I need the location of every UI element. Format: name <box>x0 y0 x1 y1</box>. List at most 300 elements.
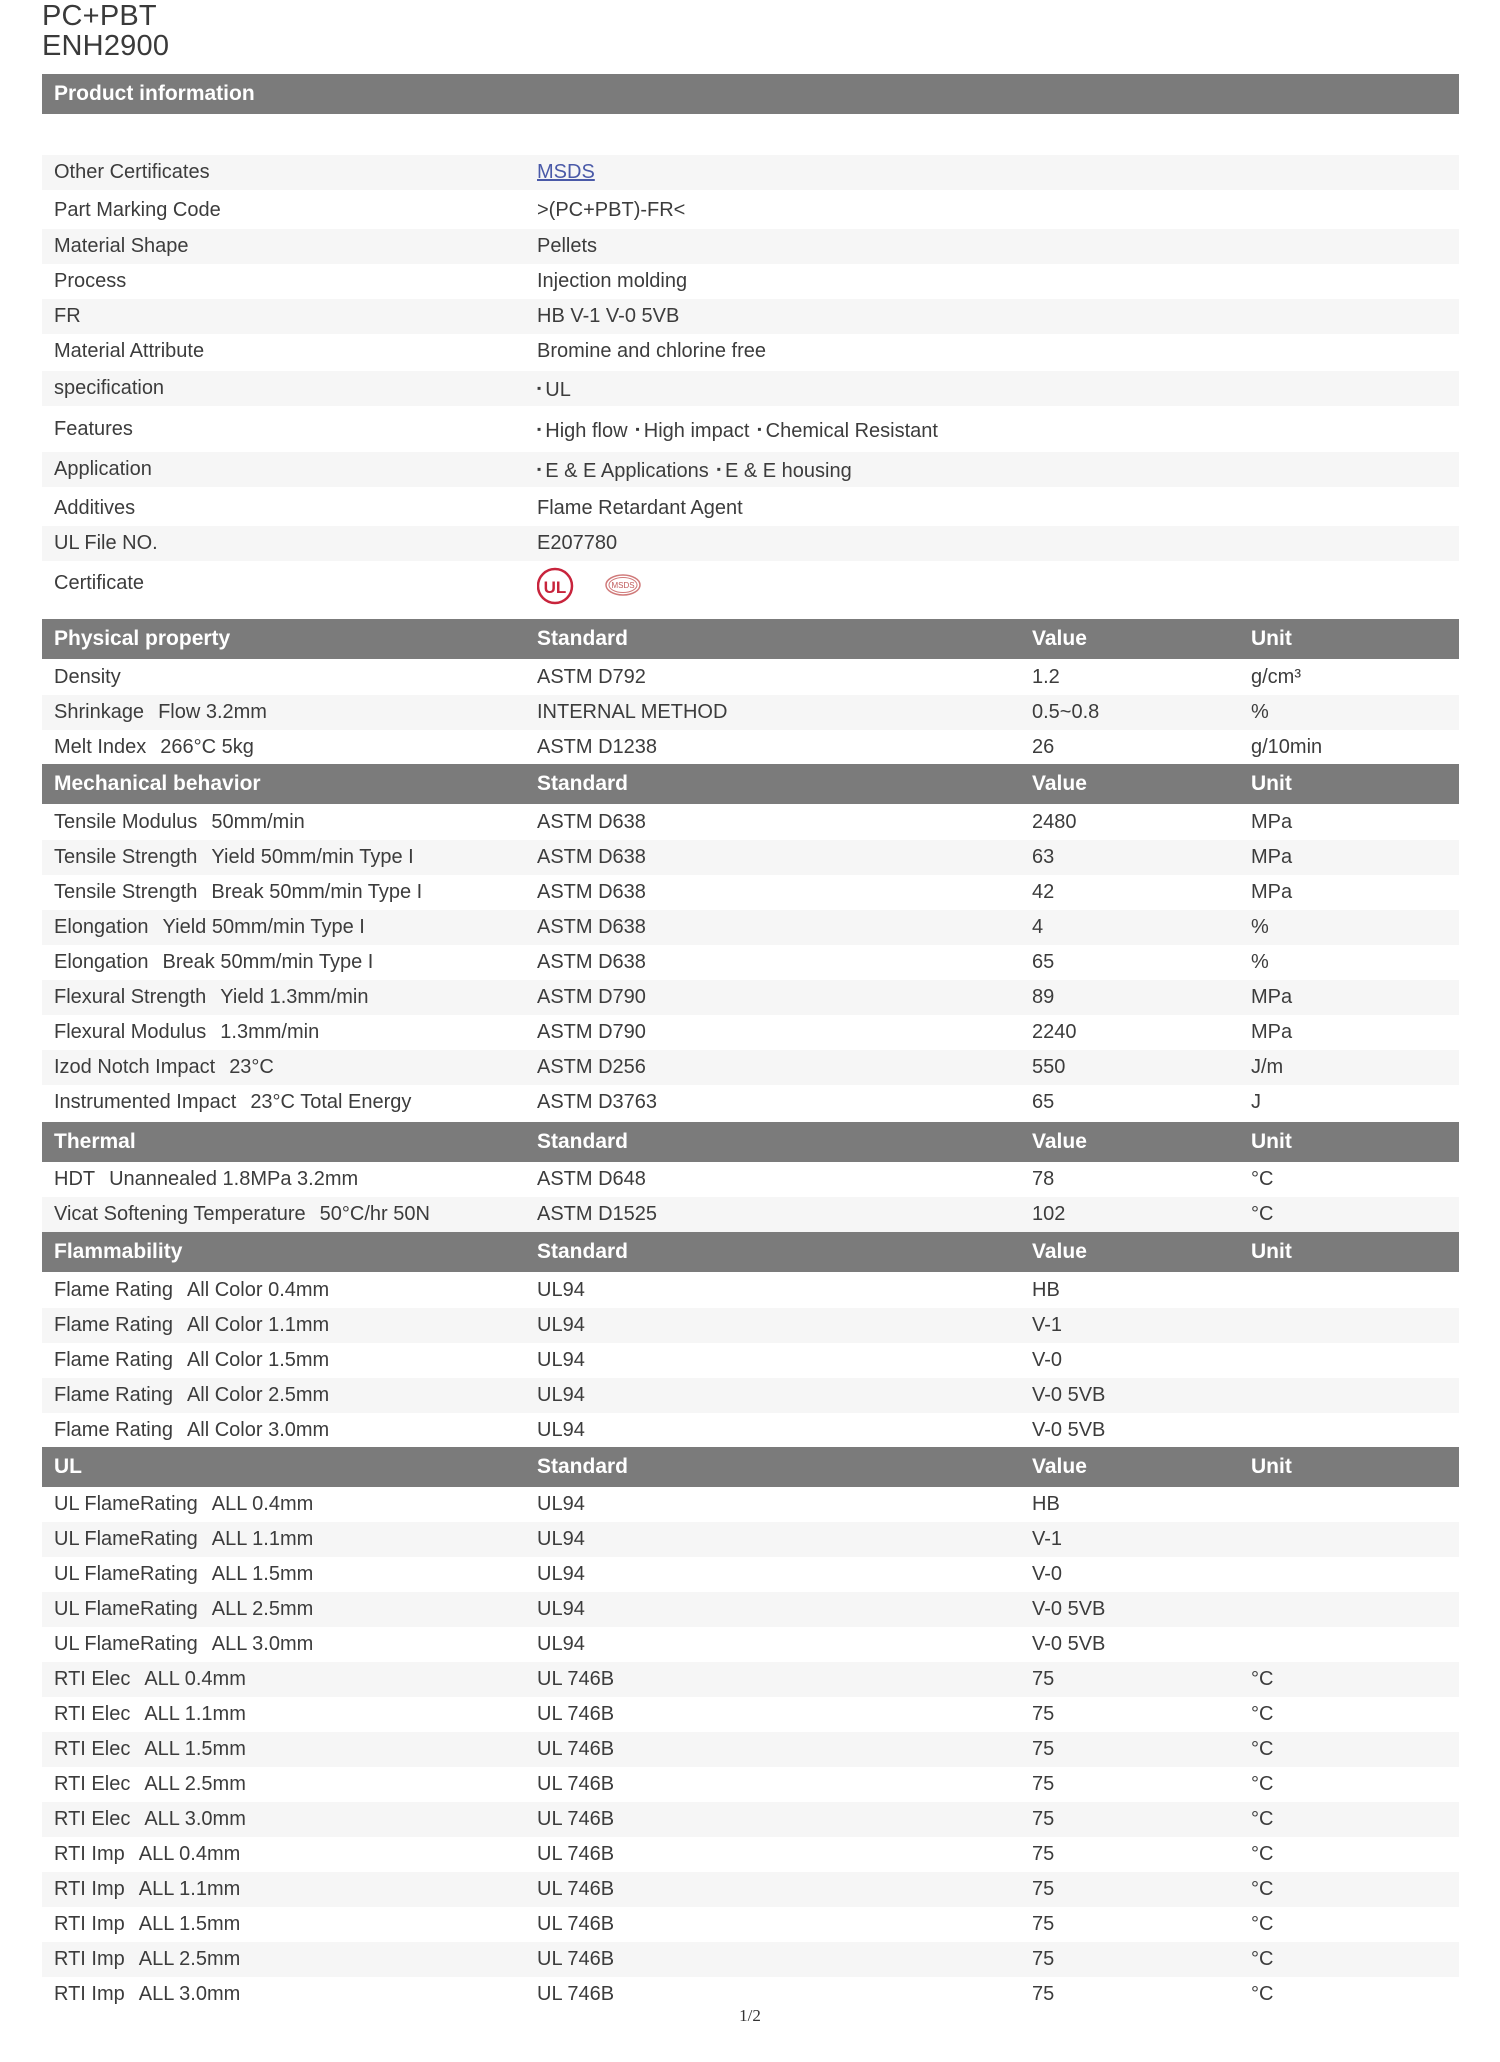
product-info-row <box>42 491 1459 526</box>
column-header-unit: Unit <box>1251 627 1292 650</box>
property-name <box>54 1767 246 1802</box>
property-label: Tensile Modulus <box>54 811 198 833</box>
info-list-item: E & E housing <box>724 460 852 482</box>
property-condition: ALL 3.0mm <box>144 1808 246 1830</box>
property-label: Flexural Modulus <box>54 1021 207 1043</box>
ul-logo-icon <box>538 569 572 603</box>
section-title: UL <box>54 1455 82 1478</box>
property-row <box>42 1802 1459 1837</box>
property-unit: % <box>1251 916 1269 938</box>
info-label: Additives <box>54 497 136 519</box>
property-standard: UL 746B <box>537 1668 615 1690</box>
product-information-header <box>42 74 1459 114</box>
property-name <box>54 875 422 910</box>
info-label: FR <box>54 305 81 327</box>
property-row <box>42 1162 1459 1197</box>
product-information-title: Product information <box>54 82 255 105</box>
property-value: 75 <box>1032 1703 1055 1725</box>
property-name <box>54 805 305 840</box>
property-value: 75 <box>1032 1668 1055 1690</box>
property-value: V-0 5VB <box>1032 1633 1106 1655</box>
property-value: 102 <box>1032 1203 1066 1225</box>
property-label: UL FlameRating <box>54 1598 198 1620</box>
property-unit: °C <box>1251 1168 1274 1190</box>
info-value: Flame Retardant Agent <box>537 497 743 519</box>
property-standard: ASTM D648 <box>537 1168 646 1190</box>
property-unit: g/cm³ <box>1251 666 1301 688</box>
property-standard: UL 746B <box>537 1878 615 1900</box>
info-value: Pellets <box>537 235 598 257</box>
property-row <box>42 1557 1459 1592</box>
section-header-flammability <box>42 1232 1459 1272</box>
property-label: Tensile Strength <box>54 846 198 868</box>
property-standard: ASTM D638 <box>537 811 646 833</box>
property-condition: 23°C <box>229 1056 274 1078</box>
property-name <box>54 1907 240 1942</box>
property-row <box>42 1767 1459 1802</box>
ul-logo-text: UL <box>543 578 567 597</box>
bullet-icon: ▪ <box>716 462 721 476</box>
column-header-standard: Standard <box>537 772 629 795</box>
property-row <box>42 1343 1459 1378</box>
property-condition: 50mm/min <box>211 811 305 833</box>
page-number: 1/2 <box>739 2006 761 2025</box>
property-standard: UL 746B <box>537 1843 615 1865</box>
section-title: Thermal <box>54 1130 136 1153</box>
bullet-icon: ▪ <box>537 381 542 395</box>
property-name <box>54 1872 240 1907</box>
property-value: HB <box>1032 1279 1060 1301</box>
msds-logo-icon <box>606 575 640 595</box>
info-label: UL File NO. <box>54 532 158 554</box>
property-condition: Break 50mm/min Type I <box>211 881 423 903</box>
product-family-title: PC+PBT <box>42 0 157 32</box>
property-value: 26 <box>1032 736 1055 758</box>
property-label: Shrinkage <box>54 701 145 723</box>
property-standard: ASTM D256 <box>537 1056 646 1078</box>
property-name <box>54 1378 329 1413</box>
property-standard: UL 746B <box>537 1738 615 1760</box>
info-value-list <box>537 412 938 449</box>
property-standard: UL94 <box>537 1384 585 1406</box>
column-header-standard: Standard <box>537 627 629 650</box>
property-row <box>42 1015 1459 1050</box>
product-info-row <box>42 193 1459 228</box>
property-label: UL FlameRating <box>54 1563 198 1585</box>
property-unit: °C <box>1251 1668 1274 1690</box>
property-name <box>54 1343 329 1378</box>
property-condition: All Color 1.5mm <box>186 1349 330 1371</box>
property-condition: Yield 1.3mm/min <box>220 986 369 1008</box>
property-name <box>54 1627 313 1662</box>
property-name <box>54 1942 240 1977</box>
property-standard: ASTM D1525 <box>537 1203 658 1225</box>
property-label: RTI Elec <box>54 1738 131 1760</box>
property-name <box>54 1015 319 1050</box>
section-header-physical-property <box>42 619 1459 659</box>
property-standard: UL94 <box>537 1528 585 1550</box>
property-condition: ALL 0.4mm <box>138 1843 241 1865</box>
info-label: Material Shape <box>54 235 189 257</box>
info-label: Features <box>54 418 133 440</box>
property-condition: ALL 1.5mm <box>138 1913 241 1935</box>
property-row <box>42 1308 1459 1343</box>
property-standard: UL94 <box>537 1493 585 1515</box>
property-standard: UL94 <box>537 1419 585 1441</box>
product-info-row <box>42 412 1459 447</box>
property-standard: UL94 <box>537 1279 585 1301</box>
property-name <box>54 695 267 730</box>
property-condition: ALL 1.5mm <box>144 1738 246 1760</box>
property-value: 63 <box>1032 846 1055 868</box>
property-standard: UL 746B <box>537 1913 615 1935</box>
property-name <box>54 660 121 695</box>
property-label: Melt Index <box>54 736 147 758</box>
property-standard: INTERNAL METHOD <box>537 701 728 723</box>
property-condition: 23°C Total Energy <box>250 1091 412 1113</box>
certificate-logos <box>537 566 657 601</box>
property-row <box>42 1592 1459 1627</box>
property-condition: ALL 1.5mm <box>211 1563 314 1585</box>
property-name <box>54 1732 246 1767</box>
info-list-item: Chemical Resistant <box>765 420 938 442</box>
property-condition: All Color 1.1mm <box>186 1314 330 1336</box>
msds-link[interactable]: MSDS <box>537 161 595 183</box>
property-value: V-0 5VB <box>1032 1384 1106 1406</box>
property-name <box>54 980 369 1015</box>
property-value: 75 <box>1032 1878 1055 1900</box>
property-unit: MPa <box>1251 1021 1293 1043</box>
property-name <box>54 1308 329 1343</box>
property-value: 75 <box>1032 1808 1055 1830</box>
cert-logos-svg <box>537 566 657 608</box>
property-standard: ASTM D638 <box>537 916 646 938</box>
product-info-row <box>42 452 1459 487</box>
property-value: 89 <box>1032 986 1055 1008</box>
property-name <box>54 730 254 765</box>
product-info-row <box>42 334 1459 369</box>
product-info-row <box>42 264 1459 299</box>
property-row <box>42 875 1459 910</box>
property-label: RTI Elec <box>54 1808 131 1830</box>
info-label: Certificate <box>54 572 145 594</box>
property-standard: UL94 <box>537 1598 585 1620</box>
property-value: 75 <box>1032 1983 1055 2005</box>
bullet-icon: ▪ <box>635 422 640 436</box>
property-value: 65 <box>1032 951 1055 973</box>
column-header-standard: Standard <box>537 1240 629 1263</box>
property-label: Elongation <box>54 916 149 938</box>
property-value: HB <box>1032 1493 1060 1515</box>
property-standard: UL 746B <box>537 1773 615 1795</box>
property-value: 75 <box>1032 1948 1055 1970</box>
property-unit: °C <box>1251 1948 1274 1970</box>
property-label: Flexural Strength <box>54 986 207 1008</box>
property-unit: °C <box>1251 1878 1274 1900</box>
property-condition: ALL 0.4mm <box>211 1493 314 1515</box>
property-value: V-1 <box>1032 1528 1063 1550</box>
property-row <box>42 945 1459 980</box>
info-label: Application <box>54 458 152 480</box>
product-info-row <box>42 566 1459 601</box>
property-unit: J/m <box>1251 1056 1284 1078</box>
property-row <box>42 730 1459 765</box>
property-row <box>42 1273 1459 1308</box>
property-row <box>42 805 1459 840</box>
property-label: Instrumented Impact <box>54 1091 237 1113</box>
column-header-standard: Standard <box>537 1455 629 1478</box>
product-info-row <box>42 371 1459 406</box>
property-condition: ALL 1.1mm <box>144 1703 246 1725</box>
property-condition: All Color 0.4mm <box>186 1279 330 1301</box>
property-standard: ASTM D790 <box>537 1021 646 1043</box>
property-row <box>42 695 1459 730</box>
property-condition: ALL 2.5mm <box>138 1948 241 1970</box>
column-header-standard: Standard <box>537 1130 629 1153</box>
property-value: 2480 <box>1032 811 1077 833</box>
property-condition: ALL 0.4mm <box>144 1668 246 1690</box>
column-header-value: Value <box>1032 1455 1087 1478</box>
property-row <box>42 1872 1459 1907</box>
property-row <box>42 1627 1459 1662</box>
property-unit: °C <box>1251 1773 1274 1795</box>
property-name <box>54 1662 246 1697</box>
column-header-value: Value <box>1032 772 1087 795</box>
property-label: RTI Elec <box>54 1773 131 1795</box>
property-row <box>42 1487 1459 1522</box>
property-standard: ASTM D638 <box>537 951 646 973</box>
property-value: 550 <box>1032 1056 1066 1078</box>
product-info-row <box>42 155 1459 190</box>
property-value: V-0 <box>1032 1563 1063 1585</box>
column-header-unit: Unit <box>1251 1455 1292 1478</box>
property-condition: ALL 1.1mm <box>211 1528 314 1550</box>
property-unit: MPa <box>1251 881 1293 903</box>
property-label: Flame Rating <box>54 1314 173 1336</box>
info-list-item: UL <box>545 379 571 401</box>
property-condition: Flow 3.2mm <box>158 701 267 723</box>
property-row <box>42 1413 1459 1448</box>
property-condition: ALL 3.0mm <box>211 1633 314 1655</box>
property-name <box>54 1413 329 1448</box>
property-label: Flame Rating <box>54 1349 173 1371</box>
property-value: 78 <box>1032 1168 1055 1190</box>
property-value: 75 <box>1032 1738 1055 1760</box>
property-value: V-0 <box>1032 1349 1063 1371</box>
property-value: 75 <box>1032 1913 1055 1935</box>
info-value: >(PC+PBT)-FR< <box>537 199 686 221</box>
property-value: V-1 <box>1032 1314 1063 1336</box>
property-row <box>42 1522 1459 1557</box>
property-label: Density <box>54 666 121 688</box>
property-row <box>42 1907 1459 1942</box>
property-unit: % <box>1251 701 1269 723</box>
property-label: RTI Imp <box>54 1983 125 2005</box>
property-name <box>54 1697 246 1732</box>
property-condition: 266°C 5kg <box>160 736 254 758</box>
product-info-row <box>42 526 1459 561</box>
property-label: Flame Rating <box>54 1384 173 1406</box>
info-label: Material Attribute <box>54 340 205 362</box>
property-name <box>54 1837 240 1872</box>
property-row <box>42 1378 1459 1413</box>
bullet-icon: ▪ <box>537 462 542 476</box>
property-standard: UL94 <box>537 1349 585 1371</box>
info-value: HB V-1 V-0 5VB <box>537 305 680 327</box>
property-row <box>42 1197 1459 1232</box>
property-standard: ASTM D1238 <box>537 736 658 758</box>
bullet-icon: ▪ <box>537 422 542 436</box>
property-name <box>54 1522 313 1557</box>
property-name <box>54 945 373 980</box>
property-row <box>42 1837 1459 1872</box>
property-label: RTI Elec <box>54 1668 131 1690</box>
property-standard: UL 746B <box>537 1983 615 2005</box>
property-value: V-0 5VB <box>1032 1419 1106 1441</box>
property-unit: °C <box>1251 1983 1274 2005</box>
info-label: specification <box>54 377 165 399</box>
property-name <box>54 1273 329 1308</box>
property-unit: % <box>1251 951 1269 973</box>
property-row <box>42 1697 1459 1732</box>
section-header-thermal <box>42 1122 1459 1162</box>
property-label: HDT <box>54 1168 96 1190</box>
info-value: Injection molding <box>537 270 688 292</box>
property-row <box>42 1050 1459 1085</box>
property-unit: °C <box>1251 1203 1274 1225</box>
property-condition: Yield 50mm/min Type I <box>162 916 365 938</box>
property-standard: UL94 <box>537 1563 585 1585</box>
product-info-row <box>42 229 1459 264</box>
property-unit: °C <box>1251 1808 1274 1830</box>
property-unit: °C <box>1251 1703 1274 1725</box>
property-value: 75 <box>1032 1773 1055 1795</box>
property-standard: ASTM D790 <box>537 986 646 1008</box>
property-value: 2240 <box>1032 1021 1077 1043</box>
property-label: Elongation <box>54 951 149 973</box>
property-standard: UL 746B <box>537 1703 615 1725</box>
info-list-item: High impact <box>643 420 750 442</box>
column-header-value: Value <box>1032 1130 1087 1153</box>
property-label: RTI Imp <box>54 1913 125 1935</box>
property-unit: °C <box>1251 1913 1274 1935</box>
property-standard: ASTM D638 <box>537 846 646 868</box>
product-grade-title: ENH2900 <box>42 30 170 62</box>
section-header-ul <box>42 1447 1459 1487</box>
property-label: UL FlameRating <box>54 1528 198 1550</box>
property-name <box>54 1592 313 1627</box>
property-unit: °C <box>1251 1738 1274 1760</box>
property-row <box>42 1942 1459 1977</box>
section-title: Physical property <box>54 627 231 650</box>
property-condition: Yield 50mm/min Type I <box>211 846 414 868</box>
property-row <box>42 910 1459 945</box>
msds-logo-text: MSDS <box>611 581 635 590</box>
section-header-mechanical-behavior <box>42 764 1459 804</box>
property-name <box>54 1050 274 1085</box>
property-condition: 1.3mm/min <box>220 1021 320 1043</box>
property-row <box>42 1662 1459 1697</box>
property-name <box>54 1162 358 1197</box>
property-standard: ASTM D792 <box>537 666 646 688</box>
property-unit: MPa <box>1251 986 1293 1008</box>
property-label: UL FlameRating <box>54 1493 198 1515</box>
property-unit: °C <box>1251 1843 1274 1865</box>
product-info-row <box>42 299 1459 334</box>
property-label: RTI Elec <box>54 1703 131 1725</box>
property-unit: MPa <box>1251 811 1293 833</box>
info-value: E207780 <box>537 532 618 554</box>
info-label: Process <box>54 270 127 292</box>
column-header-value: Value <box>1032 627 1087 650</box>
bullet-icon: ▪ <box>757 422 762 436</box>
property-standard: ASTM D638 <box>537 881 646 903</box>
property-condition: Unannealed 1.8MPa 3.2mm <box>109 1168 359 1190</box>
property-name <box>54 1197 430 1232</box>
property-label: Flame Rating <box>54 1279 173 1301</box>
property-label: RTI Imp <box>54 1948 125 1970</box>
property-unit: J <box>1251 1091 1261 1113</box>
property-standard: UL94 <box>537 1633 585 1655</box>
column-header-unit: Unit <box>1251 1240 1292 1263</box>
column-header-unit: Unit <box>1251 1130 1292 1153</box>
property-condition: All Color 3.0mm <box>186 1419 330 1441</box>
property-value: 1.2 <box>1032 666 1060 688</box>
property-row <box>42 660 1459 695</box>
column-header-unit: Unit <box>1251 772 1292 795</box>
property-condition: Break 50mm/min Type I <box>162 951 374 973</box>
property-standard: UL 746B <box>537 1808 615 1830</box>
info-label: Part Marking Code <box>54 199 221 221</box>
property-standard: UL94 <box>537 1314 585 1336</box>
property-condition: All Color 2.5mm <box>186 1384 330 1406</box>
property-condition: ALL 1.1mm <box>138 1878 241 1900</box>
property-name <box>54 840 414 875</box>
property-name <box>54 910 365 945</box>
property-value: V-0 5VB <box>1032 1598 1106 1620</box>
section-title: Mechanical behavior <box>54 772 261 795</box>
property-condition: ALL 3.0mm <box>138 1983 241 2005</box>
property-label: Flame Rating <box>54 1419 173 1441</box>
property-value: 65 <box>1032 1091 1055 1113</box>
property-label: RTI Imp <box>54 1843 125 1865</box>
section-title: Flammability <box>54 1240 183 1263</box>
property-condition: ALL 2.5mm <box>211 1598 314 1620</box>
property-label: Izod Notch Impact <box>54 1056 216 1078</box>
property-row <box>42 1732 1459 1767</box>
property-value: 75 <box>1032 1843 1055 1865</box>
property-name <box>54 1487 313 1522</box>
property-value: 4 <box>1032 916 1044 938</box>
property-row <box>42 840 1459 875</box>
property-label: Vicat Softening Temperature <box>54 1203 306 1225</box>
property-label: Tensile Strength <box>54 881 198 903</box>
property-unit: MPa <box>1251 846 1293 868</box>
info-value-list <box>537 371 571 408</box>
property-row <box>42 980 1459 1015</box>
info-label: Other Certificates <box>54 161 210 183</box>
info-list-item: E & E Applications <box>545 460 709 482</box>
info-value-list <box>537 452 852 489</box>
property-standard: UL 746B <box>537 1948 615 1970</box>
property-condition: 50°C/hr 50N <box>319 1203 430 1225</box>
info-value: Bromine and chlorine free <box>537 340 767 362</box>
property-unit: g/10min <box>1251 736 1323 758</box>
info-list-item: High flow <box>545 420 628 442</box>
column-header-value: Value <box>1032 1240 1087 1263</box>
property-name <box>54 1085 411 1120</box>
property-label: UL FlameRating <box>54 1633 198 1655</box>
